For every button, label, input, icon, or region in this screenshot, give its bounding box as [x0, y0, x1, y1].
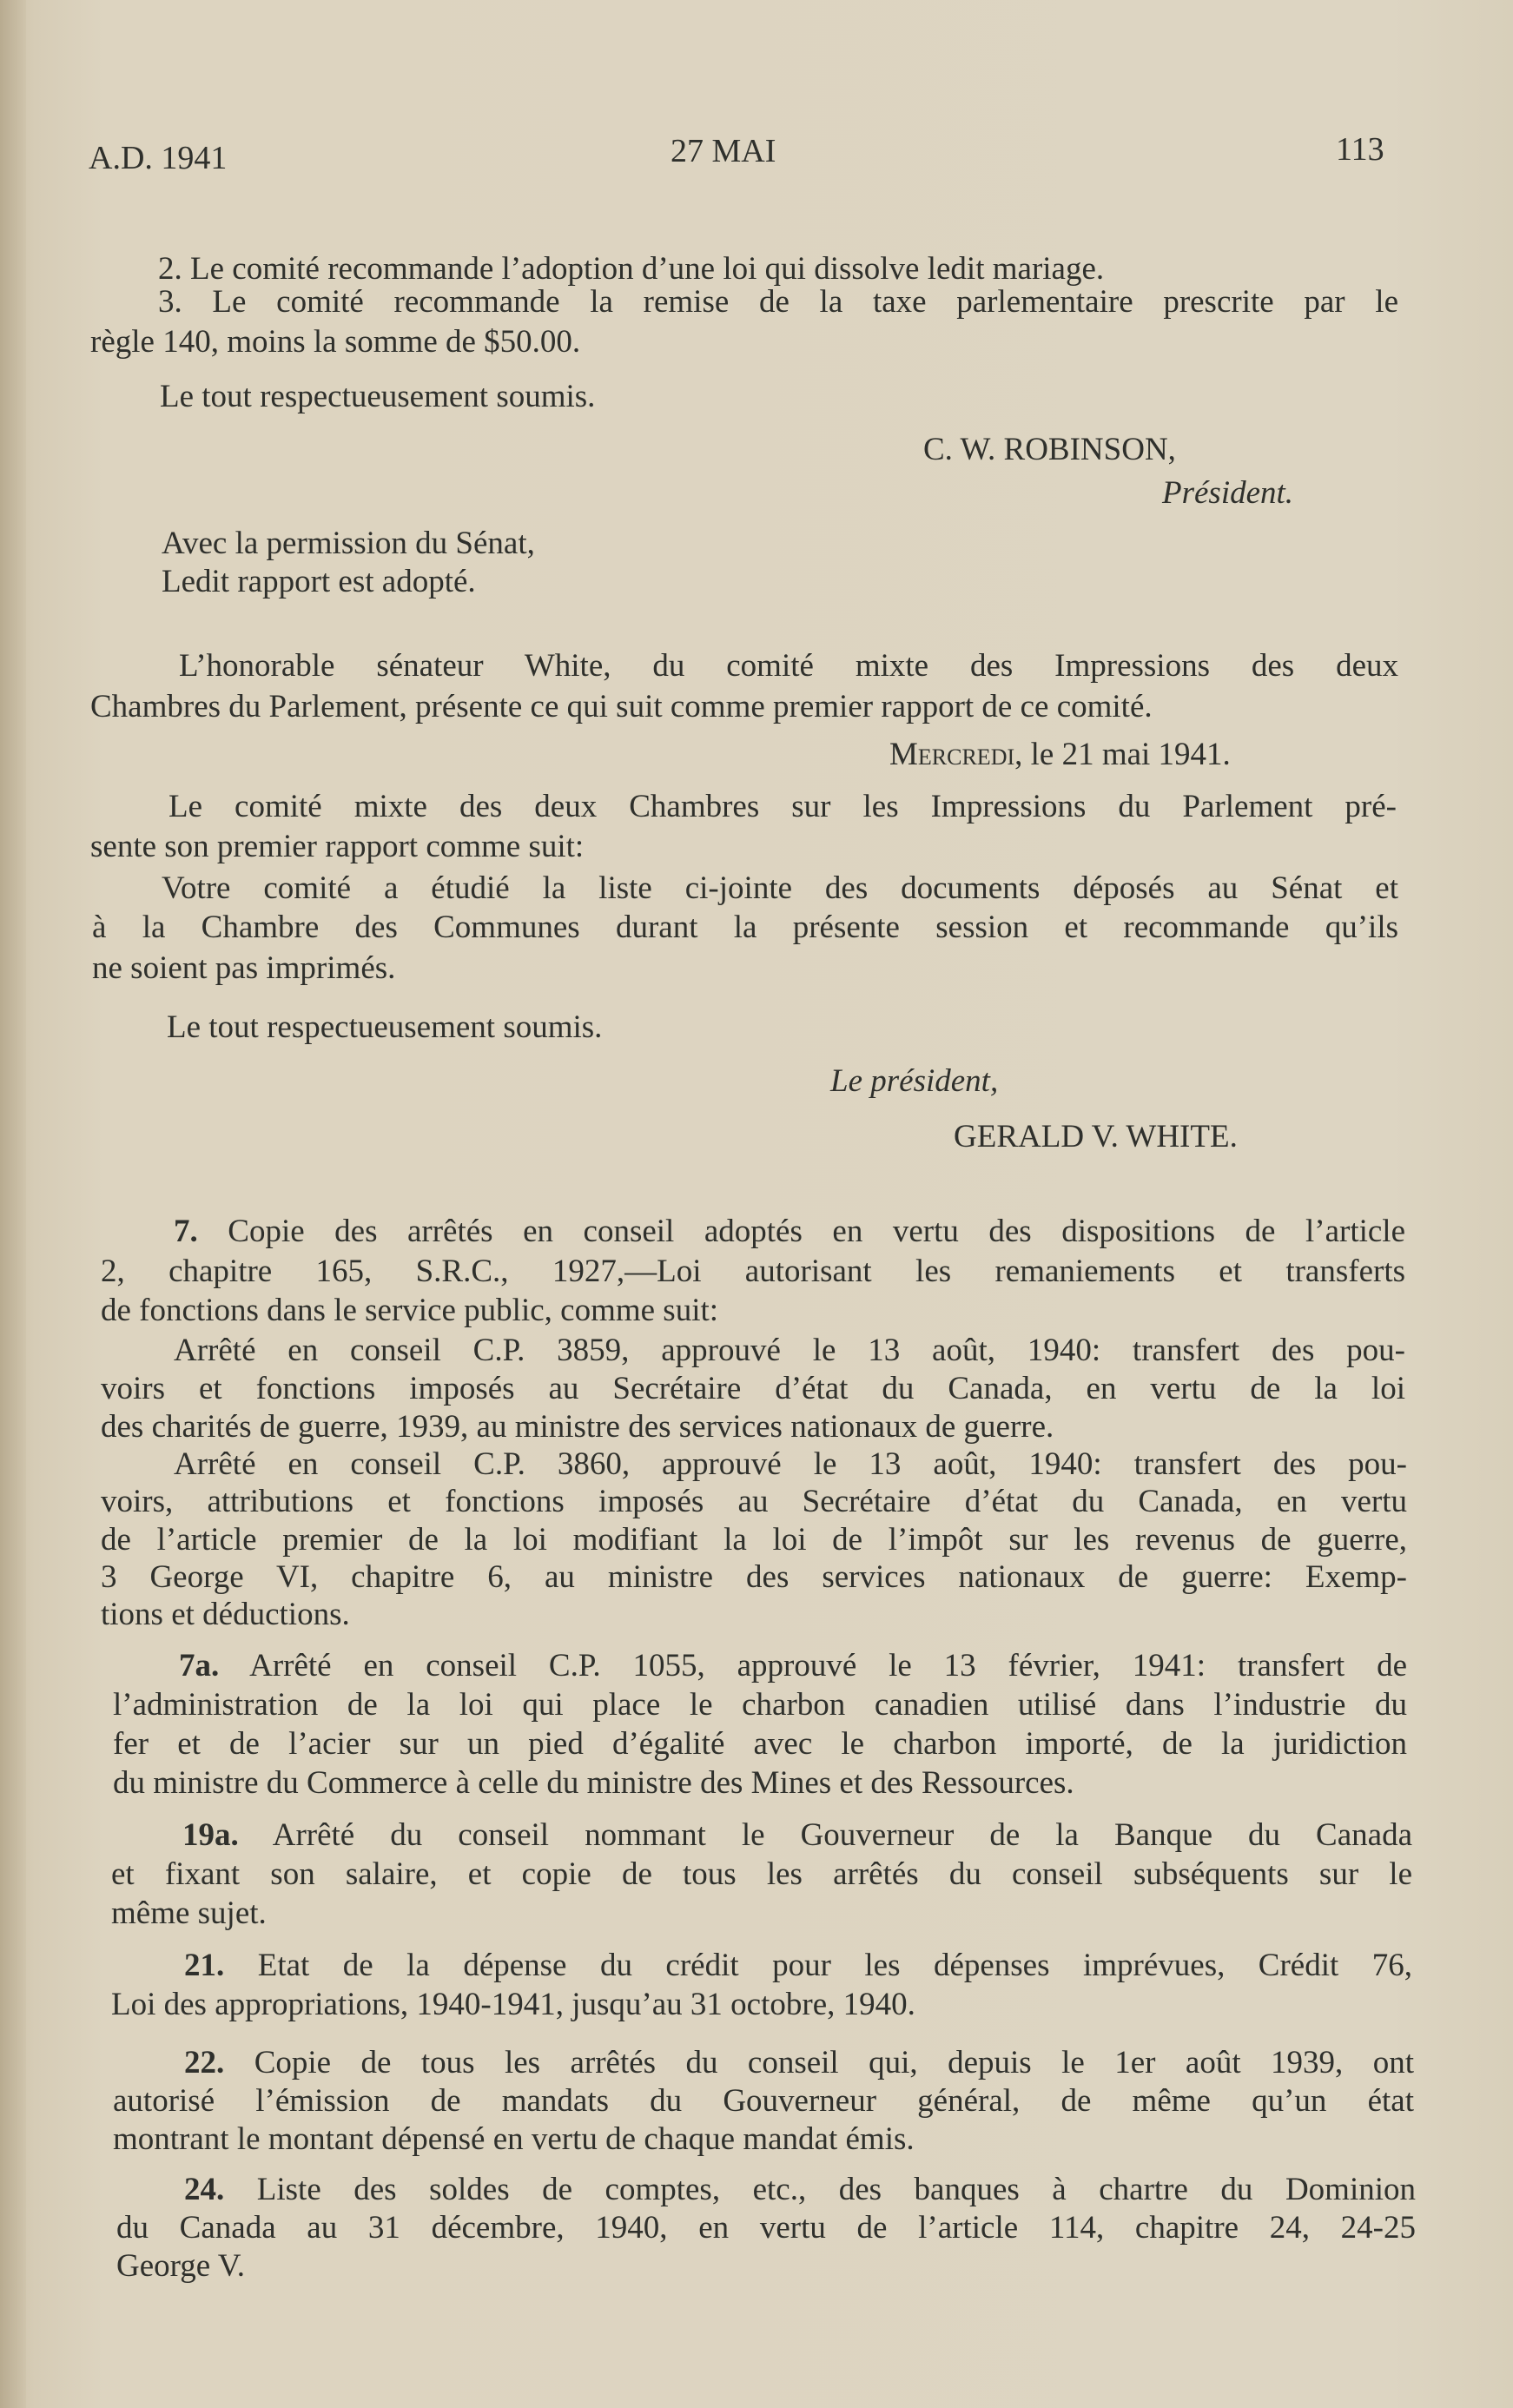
- report1-signature-name: C. W. ROBINSON,: [923, 432, 1176, 467]
- item-21-line1: [184, 1946, 1412, 1986]
- item-7a-line3: fer et de l’acier sur un pied d’égalité avec le charbon importé, de la juridiction: [113, 1726, 1407, 1762]
- report2-signature-title: Le président,: [830, 1063, 999, 1099]
- report2-intro-line2: Chambres du Parlement, présente ce qui suit comme premier rapport de ce comité.: [90, 689, 1153, 724]
- item-24-line3: George V.: [116, 2248, 245, 2284]
- item-21-text-line1: Etat de la dépense du crédit pour les dépenses imprévues, Crédit 76,: [257, 1948, 1412, 1983]
- item-7-order-3860-line4: 3 George VI, chapitre 6, au ministre des services nationaux de guerre: Exemp-: [101, 1559, 1407, 1595]
- report2-p2-line2: à la Chambre des Communes durant la présente session et recommande qu’ils: [92, 910, 1398, 945]
- item-7-line1: [174, 1212, 1405, 1252]
- report2-date-day: Mercredi: [889, 737, 1015, 772]
- report2-intro-line1: L’honorable sénateur White, du comité mixte des Impressions des deux: [179, 648, 1398, 684]
- item-22-line3: montrant le montant dépensé en vertu de chaque mandat émis.: [113, 2121, 915, 2157]
- item-7-order-3859-line2: voirs et fonctions imposés au Secrétaire d’état du Canada, en vertu de la loi: [101, 1371, 1405, 1406]
- header-date: 27 MAI: [671, 133, 776, 169]
- item-7a-line2: l’administration de la loi qui place le charbon canadien utilisé dans l’industrie du: [113, 1687, 1407, 1723]
- item-19a-text-line1: Arrêté du conseil nommant le Gouverneur de la Banque du Canada: [272, 1817, 1412, 1853]
- page-spine-shadow: [0, 0, 26, 2408]
- report1-paragraph-3-line1: 3. Le comité recommande la remise de la taxe parlementaire prescrite par le: [158, 284, 1398, 320]
- report2-p2-line3: ne soient pas imprimés.: [92, 950, 396, 986]
- item-22-line1: [184, 2043, 1414, 2083]
- adoption-line-2: Ledit rapport est adopté.: [162, 564, 476, 599]
- report2-p1-line2: sente son premier rapport comme suit:: [90, 829, 585, 864]
- item-21-line2: Loi des appropriations, 1940-1941, jusqu’au 31 octobre, 1940.: [111, 1987, 915, 2022]
- report2-signature-name: GERALD V. WHITE.: [954, 1119, 1238, 1154]
- item-22-text-line1: Copie de tous les arrêtés du conseil qui, depuis le 1er août 1939, ont: [254, 2045, 1414, 2081]
- item-7a-number: 7a.: [179, 1648, 220, 1684]
- item-7a-text-line1: Arrêté en conseil C.P. 1055, approuvé le 13 février, 1941: transfert de: [249, 1648, 1408, 1684]
- item-7-order-3860-line2: voirs, attributions et fonctions imposés au Secrétaire d’état du Canada, en vertu: [101, 1484, 1407, 1519]
- item-24-line1: [184, 2170, 1416, 2210]
- item-19a-number: 19a.: [182, 1817, 239, 1853]
- report2-date-rest: , le 21 mai 1941.: [1014, 737, 1231, 772]
- item-7a-line4: du ministre du Commerce à celle du ministre des Mines et des Ressources.: [113, 1765, 1074, 1801]
- item-19a-line2: et fixant son salaire, et copie de tous les arrêtés du conseil subséquents sur le: [111, 1856, 1412, 1892]
- item-24-number: 24.: [184, 2172, 225, 2207]
- report2-p2-line1: Votre comité a étudié la liste ci-jointe des documents déposés au Sénat et: [162, 870, 1398, 906]
- item-22-line2: autorisé l’émission de mandats du Gouverneur général, de même qu’un état: [113, 2083, 1414, 2119]
- report2-date: [889, 735, 1231, 775]
- adoption-line-1: Avec la permission du Sénat,: [162, 526, 535, 561]
- item-7-order-3859-line3: des charités de guerre, 1939, au ministre des services nationaux de guerre.: [101, 1409, 1054, 1445]
- report1-paragraph-2: 2. Le comité recommande l’adoption d’une loi qui dissolve ledit mariage.: [158, 251, 1105, 287]
- item-7a-line1: [179, 1646, 1407, 1686]
- page-number: 113: [1336, 131, 1384, 168]
- report1-signature-title: Président.: [1162, 475, 1294, 511]
- item-7-order-3860-line3: de l’article premier de la loi modifiant la loi de l’impôt sur les revenus de guerre,: [101, 1522, 1407, 1558]
- item-22-number: 22.: [184, 2045, 225, 2081]
- running-header: [0, 130, 1513, 182]
- item-19a-line1: [182, 1816, 1412, 1856]
- report1-closing: Le tout respectueusement soumis.: [160, 379, 596, 414]
- item-7-number: 7.: [174, 1214, 198, 1249]
- item-24-line2: du Canada au 31 décembre, 1940, en vertu de l’article 114, chapitre 24, 24-25: [116, 2210, 1416, 2246]
- item-24-text-line1: Liste des soldes de comptes, etc., des banques à chartre du Dominion: [256, 2172, 1417, 2207]
- item-7-line2: 2, chapitre 165, S.R.C., 1927,—Loi autorisant les remaniements et transferts: [101, 1254, 1405, 1289]
- header-year: A.D. 1941: [89, 140, 228, 176]
- item-7-line3: de fonctions dans le service public, comme suit:: [101, 1293, 719, 1328]
- item-7-text-line1: Copie des arrêtés en conseil adoptés en vertu des dispositions de l’article: [228, 1214, 1405, 1249]
- report2-p1-line1: Le comité mixte des deux Chambres sur les Impressions du Parlement pré-: [168, 789, 1397, 824]
- item-7-order-3860-line5: tions et déductions.: [101, 1597, 350, 1632]
- item-7-order-3860-line1: Arrêté en conseil C.P. 3860, approuvé le 13 août, 1940: transfert des pou-: [174, 1446, 1407, 1482]
- item-21-number: 21.: [184, 1948, 225, 1983]
- report1-paragraph-3-line2: règle 140, moins la somme de $50.00.: [90, 324, 581, 360]
- item-19a-line3: même sujet.: [111, 1895, 267, 1931]
- item-7-order-3859-line1: Arrêté en conseil C.P. 3859, approuvé le 13 août, 1940: transfert des pou-: [174, 1333, 1405, 1368]
- report2-closing: Le tout respectueusement soumis.: [167, 1009, 603, 1045]
